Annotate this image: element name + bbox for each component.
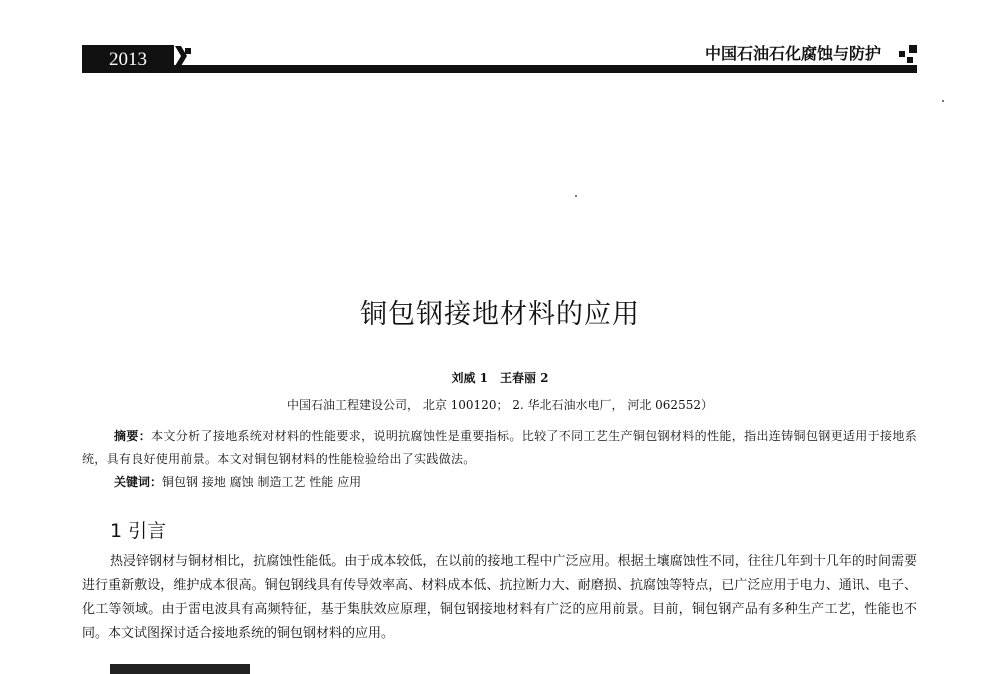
header-rule <box>174 65 917 73</box>
affiliation-line: 中国石油工程建设公司， 北京 100120； 2. 华北石油水电厂， 河北 062552） <box>287 398 713 412</box>
abstract <box>82 425 917 471</box>
header-left-ornament-icon <box>175 46 193 66</box>
next-heading-fragment <box>110 664 250 674</box>
author-line: 刘威 1 王春丽 2 <box>451 371 549 385</box>
header-right-ornament-icon <box>899 45 917 67</box>
abstract-label: 摘要： <box>114 429 152 443</box>
scan-speck <box>942 100 944 102</box>
keywords-label: 关键词： <box>114 475 163 489</box>
article-title: 铜包钢接地材料的应用 <box>360 299 640 330</box>
abstract-text: 本文分析了接地系统对材料的性能要求，说明抗腐蚀性是重要指标。比较了不同工艺生产铜包钢材料的性能，指出连铸铜包钢更适用于接地系统，具有良好使用前景。本文对铜包钢材料的性能检验给出了实践做法。 <box>82 429 918 466</box>
running-header <box>82 45 917 73</box>
section-heading-introduction: 1 引言 <box>110 520 167 542</box>
introduction-paragraph: 热浸锌钢材与铜材相比，抗腐蚀性能低。由于成本较低，在以前的接地工程中广泛应用。根据土壤腐蚀性不同，往往几年到十几年的时间需要进行重新敷设，维护成本很高。铜包钢线具有传导效率高、材料成本低、抗拉断力大、耐磨损、抗腐蚀等特点，已广泛应用于电力、通讯、电子、化工等领域。由于雷电波具有高频特征，基于集肤效应原理，铜包钢接地材料有广泛的应用前景。目前，铜包钢产品有多种生产工艺，性能也不同。本文试图探讨适合接地系统的铜包钢材料的应用。 <box>82 554 917 641</box>
keywords-text: 铜包钢 接地 腐蚀 制造工艺 性能 应用 <box>162 475 362 489</box>
keywords <box>114 472 361 492</box>
journal-name: 中国石油石化腐蚀与防护 <box>699 44 885 64</box>
scan-speck <box>575 195 577 197</box>
year-label: 2013 <box>82 45 174 73</box>
